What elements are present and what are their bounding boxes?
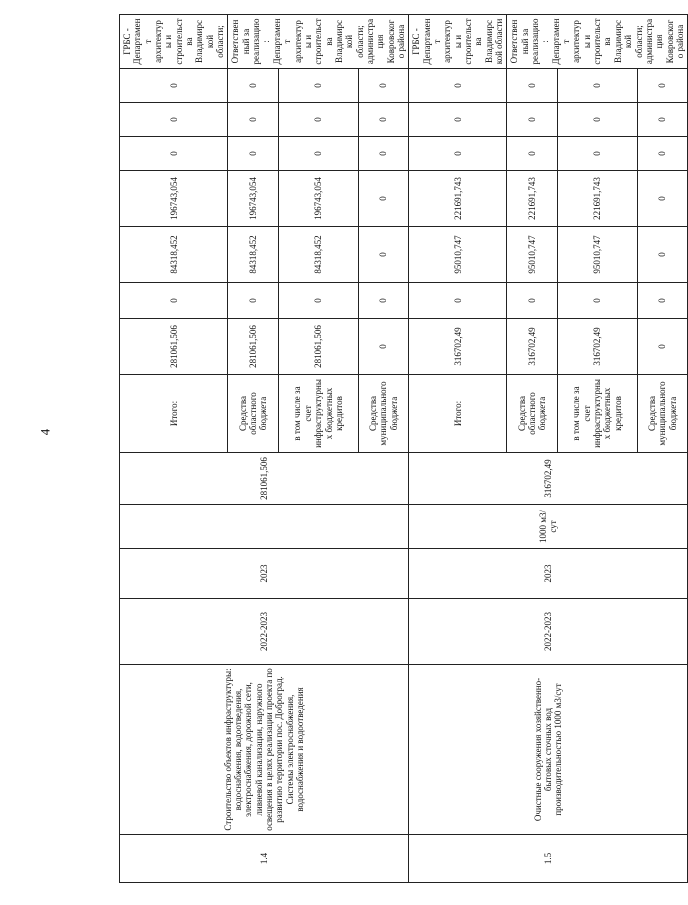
total-value: 0 (358, 319, 409, 375)
funding-source: Средства муниципального бюджета (637, 375, 688, 453)
year-2021-value: 0 (358, 283, 409, 319)
total-value: 316702,49 (557, 319, 637, 375)
implementation-period: 2022-2023 (120, 599, 409, 665)
responsible-cell: Ответственный за реализацию: Департамент архитектуры и строительства Владимирской области; администрация Ковровского района (507, 15, 688, 69)
year-2021-value: 0 (637, 283, 688, 319)
year-2021-value: 0 (228, 283, 279, 319)
funding-source: Средства областного бюджета (228, 375, 279, 453)
total-value: 0 (637, 319, 688, 375)
year-2023-value: 0 (358, 171, 409, 227)
rotated-table-wrapper (97, 0, 685, 905)
object-name: Строительство объектов инфраструктуры: водоснабжения, водоотведения, электроснабжения, дорожной сети, ливневой канализации, наружного освещения в целях реализации проекта по развитию территории пос. Доброград. Системы электроснабжения, водоснабжения и водоотведения (120, 665, 409, 835)
year-2024-value: 0 (120, 137, 228, 171)
year-2022-value: 84318,452 (228, 227, 279, 283)
year-2021-value: 0 (557, 283, 637, 319)
year-2025-value: 0 (120, 103, 228, 137)
responsible-cell: Ответственный за реализацию: Департамент архитектуры и строительства Владимирской области; администрация Ковровского района (228, 15, 409, 69)
funding-source: в том числе за счет инфраструктурных бюджетных кредитов (279, 375, 359, 453)
year-2023-value: 221691,743 (507, 171, 558, 227)
capacity: 1000 м3/сут (409, 505, 688, 549)
year-2022-value: 84318,452 (279, 227, 359, 283)
year-2026-value: 0 (358, 69, 409, 103)
total-value: 316702,49 (409, 319, 507, 375)
year-2021-value: 0 (507, 283, 558, 319)
commissioning-year: 2023 (120, 549, 409, 599)
year-2021-value: 0 (279, 283, 359, 319)
commissioning-year: 2023 (409, 549, 688, 599)
year-2026-value: 0 (557, 69, 637, 103)
funding-source: Итого: (120, 375, 228, 453)
total-value: 316702,49 (507, 319, 558, 375)
grbs-cell: ГРБС - Департамент архитектуры и строительства Владимирской области (409, 15, 507, 69)
year-2026-value: 0 (409, 69, 507, 103)
total-value: 281061,506 (279, 319, 359, 375)
year-2025-value: 0 (409, 103, 507, 137)
year-2026-value: 0 (507, 69, 558, 103)
funding-source: Итого: (409, 375, 507, 453)
funding-source: Средства областного бюджета (507, 375, 558, 453)
year-2026-value: 0 (228, 69, 279, 103)
row-number: 1.5 (409, 835, 688, 883)
year-2025-value: 0 (637, 103, 688, 137)
funding-source: Средства муниципального бюджета (358, 375, 409, 453)
year-2023-value: 221691,743 (409, 171, 507, 227)
table-row (120, 15, 228, 883)
year-2022-value: 0 (637, 227, 688, 283)
year-2023-value: 196743,054 (228, 171, 279, 227)
year-2026-value: 0 (279, 69, 359, 103)
funding-source: в том числе за счет инфраструктурных бюджетных кредитов (557, 375, 637, 453)
year-2022-value: 95010,747 (557, 227, 637, 283)
year-2025-value: 0 (358, 103, 409, 137)
year-2023-value: 196743,054 (120, 171, 228, 227)
year-2026-value: 0 (637, 69, 688, 103)
page-number: 4 (37, 428, 53, 436)
year-2024-value: 0 (358, 137, 409, 171)
year-2024-value: 0 (228, 137, 279, 171)
year-2022-value: 0 (358, 227, 409, 283)
estimated-cost: 281061,506 (120, 453, 409, 505)
year-2022-value: 84318,452 (120, 227, 228, 283)
total-value: 281061,506 (228, 319, 279, 375)
table-row (409, 15, 507, 883)
capacity (120, 505, 409, 549)
year-2023-value: 221691,743 (557, 171, 637, 227)
row-number: 1.4 (120, 835, 409, 883)
estimated-cost: 316702,49 (409, 453, 688, 505)
year-2021-value: 0 (120, 283, 228, 319)
year-2022-value: 95010,747 (409, 227, 507, 283)
year-2025-value: 0 (557, 103, 637, 137)
year-2024-value: 0 (637, 137, 688, 171)
year-2023-value: 0 (637, 171, 688, 227)
year-2026-value: 0 (120, 69, 228, 103)
year-2021-value: 0 (409, 283, 507, 319)
year-2024-value: 0 (279, 137, 359, 171)
year-2024-value: 0 (507, 137, 558, 171)
year-2025-value: 0 (228, 103, 279, 137)
year-2023-value: 196743,054 (279, 171, 359, 227)
year-2025-value: 0 (279, 103, 359, 137)
object-name: Очистные сооружения хозяйственно-бытовых сточных вод производительностью 1000 м3/сут (409, 665, 688, 835)
year-2024-value: 0 (409, 137, 507, 171)
year-2022-value: 95010,747 (507, 227, 558, 283)
total-value: 281061,506 (120, 319, 228, 375)
year-2024-value: 0 (557, 137, 637, 171)
year-2025-value: 0 (507, 103, 558, 137)
grbs-cell: ГРБС - Департамент архитектуры и строительства Владимирской области; (120, 15, 228, 69)
program-table (119, 14, 688, 883)
implementation-period: 2022-2023 (409, 599, 688, 665)
